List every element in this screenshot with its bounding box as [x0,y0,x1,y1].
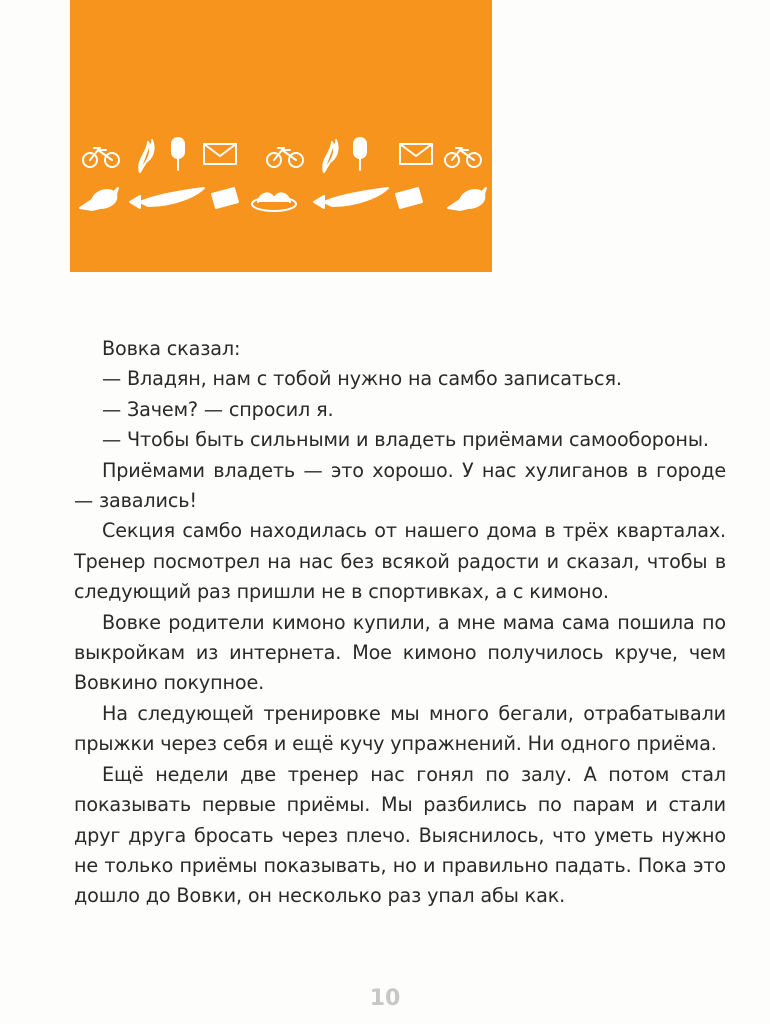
book-icon [396,188,422,208]
envelope-icon [204,144,236,164]
story-text [74,334,726,912]
paragraph: Вовке родители кимоно купили, а мне мама сама пошила по выкройкам из интернета. Мое кимоно получилось круче, чем Вовкино покупное. [74,610,726,695]
dried-fish-icon [314,188,388,208]
fish-icon [139,140,153,172]
paragraph: — Чтобы быть сильными и владеть приёмами самообороны. [102,428,709,452]
dumplings-icon [252,193,296,211]
book-icon [212,188,238,208]
ice-cream-icon [172,138,184,170]
bird-icon [80,188,118,210]
paragraph: — Владян, нам с тобой нужно на самбо записаться. [102,367,622,391]
bicycle-icon [445,148,481,167]
paragraph: Секция самбо находилась от нашего дома в трёх кварталах. Тренер посмотрел на нас без всякой радости и сказал, чтобы в следующий раз пришли не в спортивках, а с кимоно. [74,519,726,604]
paragraph: Вовка сказал: [102,337,241,360]
dried-fish-icon [130,188,204,208]
ice-cream-icon [354,138,366,170]
page-number: 10 [369,986,401,1011]
bird-icon [448,188,486,210]
fish-icon [323,140,337,172]
chapter-banner [70,0,492,272]
paragraph: Ещё недели две тренер нас гонял по залу. А потом стал показывать первые приёмы. Мы разбились по парам и стали друг друга бросать через плечо. Выяснилось, что уметь нужно не только приёмы показывать, но и правильно падать. Пока это дошло до Вовки, он несколько раз упал абы как. [74,762,726,908]
bicycle-icon [83,148,119,167]
paragraph: — Зачем? — спросил я. [102,397,334,421]
paragraph: На следующей тренировке мы много бегали, отрабатывали прыжки через себя и ещё кучу упражнений. Ни одного приёма. [74,701,726,756]
bicycle-icon [267,148,303,167]
envelope-icon [400,144,432,164]
paragraph: Приёмами владеть — это хорошо. У нас хулиганов в городе — завались! [74,458,726,513]
ornament-row [78,130,488,220]
